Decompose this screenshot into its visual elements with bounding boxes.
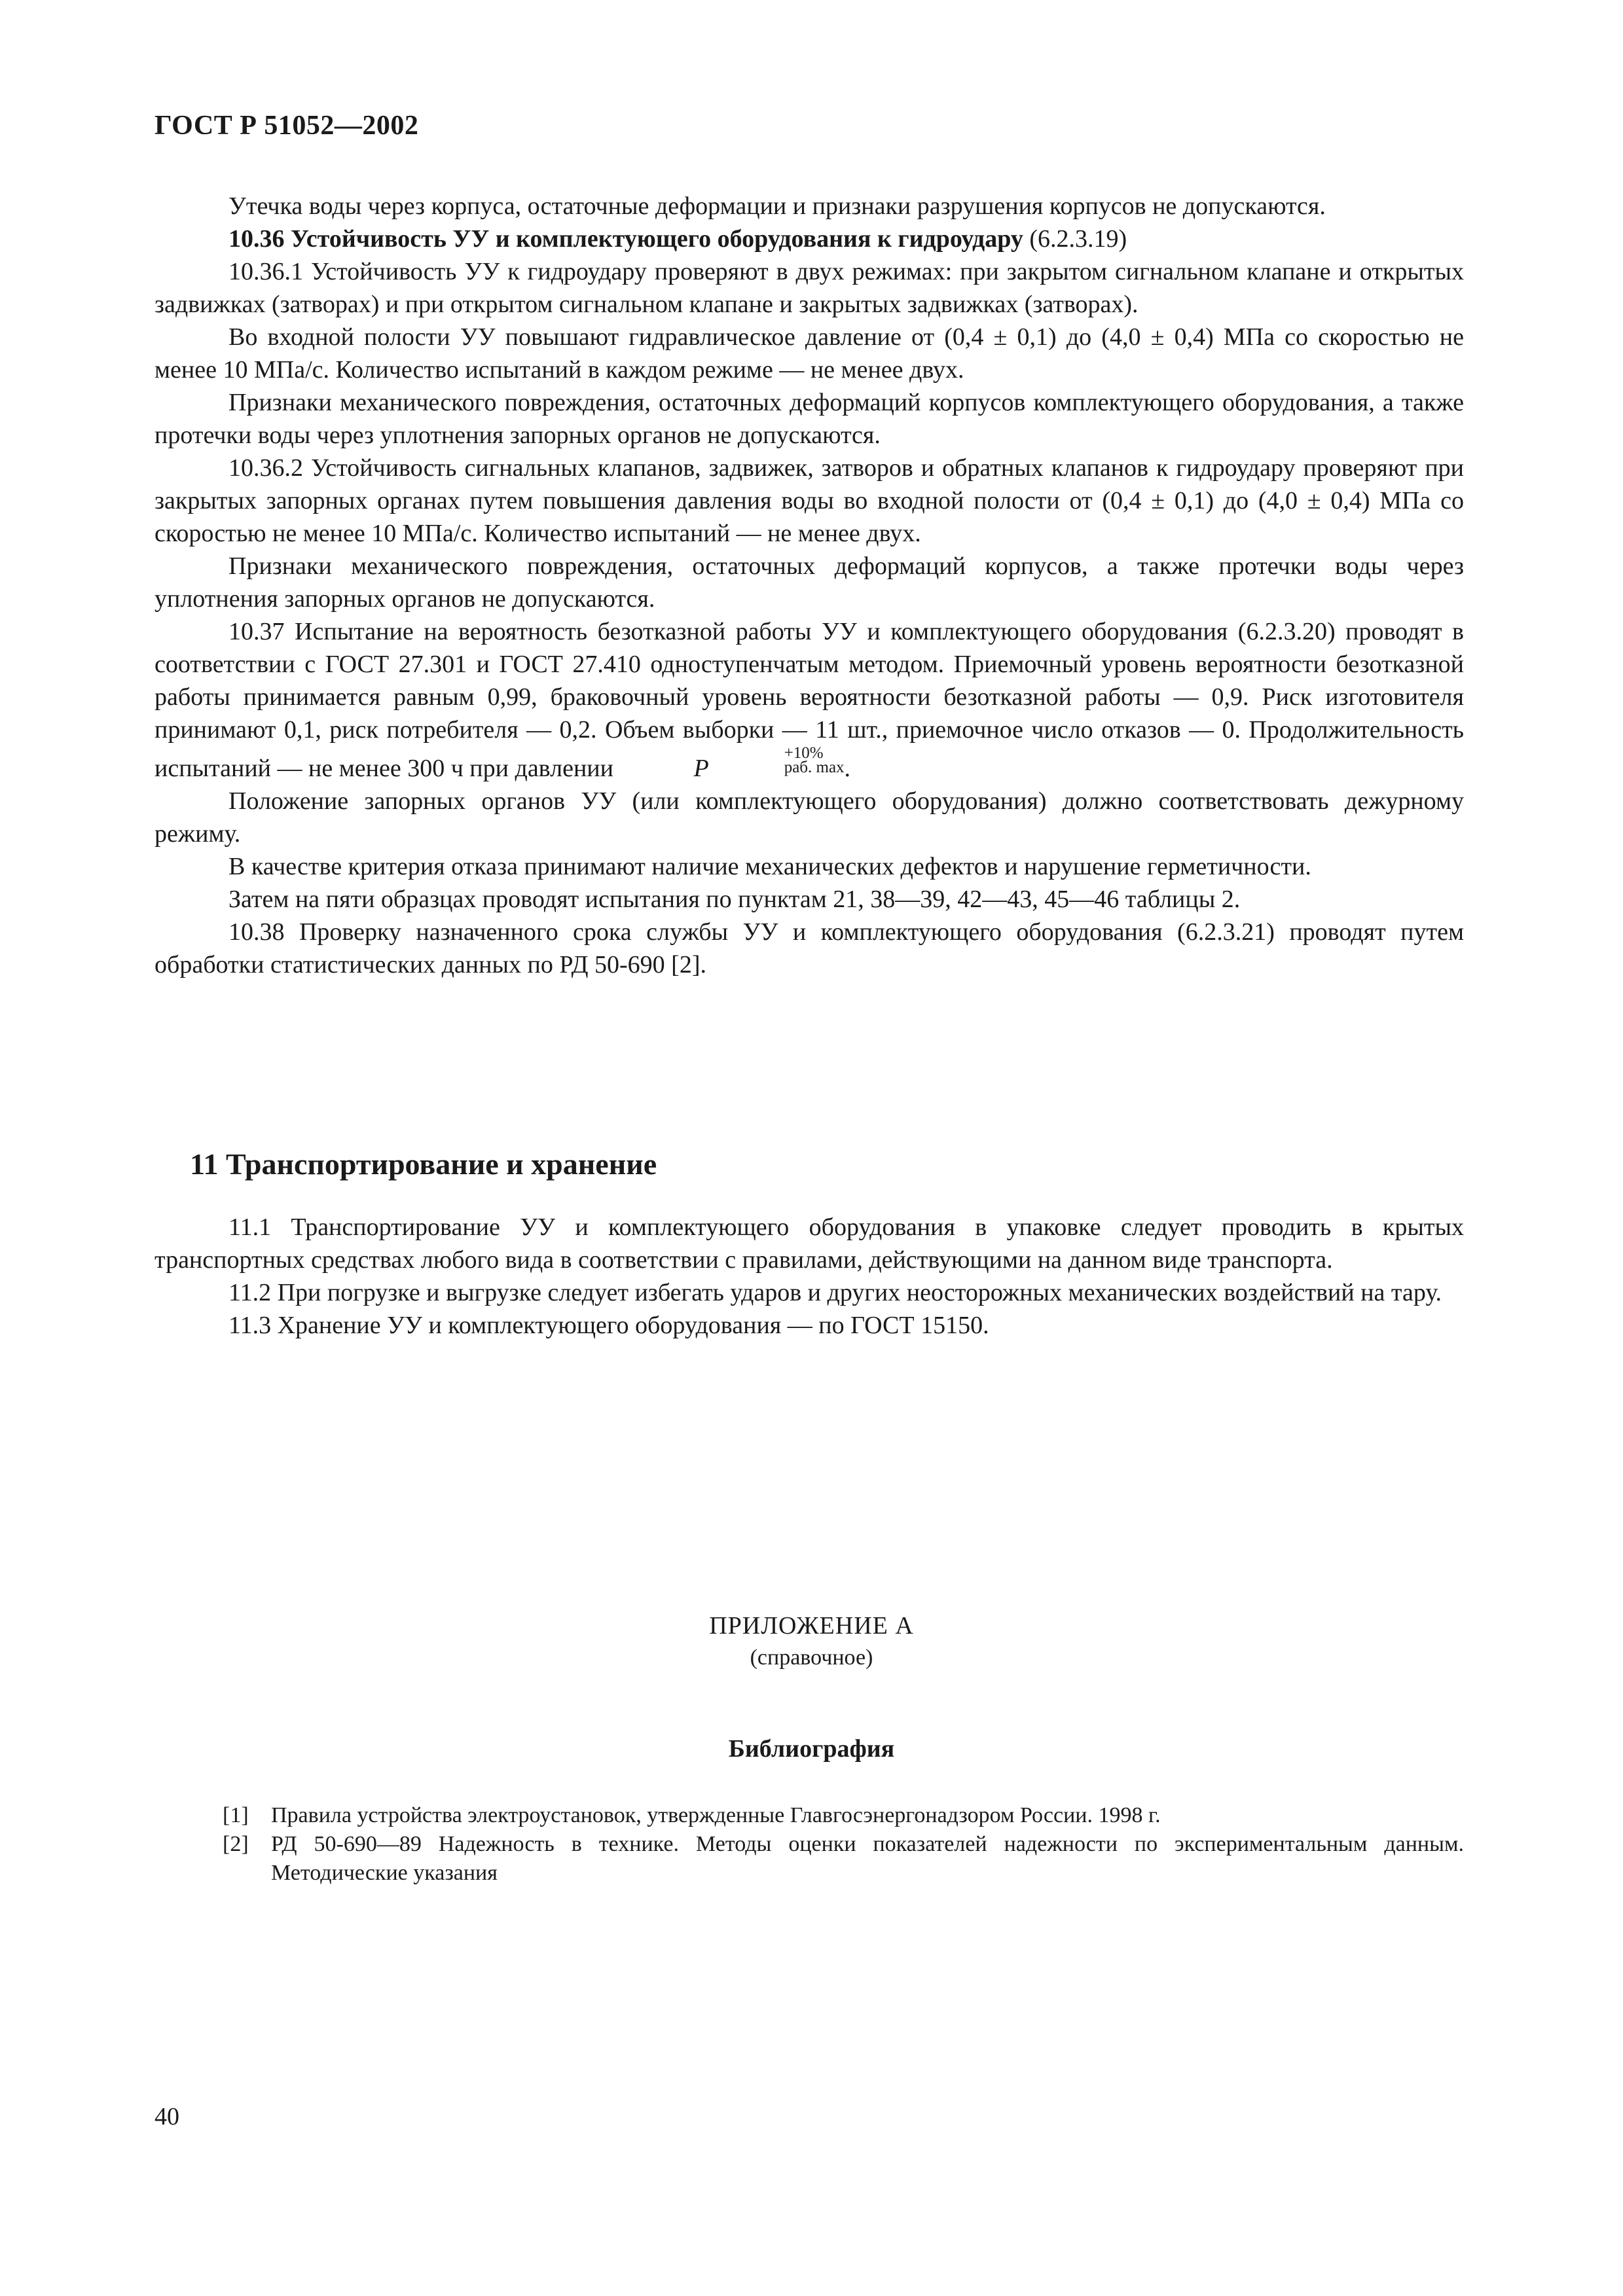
appendix-subtitle: (справочное) <box>750 1645 873 1670</box>
paragraph-text: 10.37 Испытание на вероятность безотказной работы УУ и комплектующего оборудования (6.2.3.20) проводят в соответствии с ГОСТ 27.301 и ГОСТ 27.410 одноступенчатым методом. Приемочный уровень вероятности безотказной работы принимается равным 0,99, браковочный уровень вероятности безотказной работы — 0,9. Риск изготовителя принимают 0,1, риск потребителя — 0,2. Объем выборки — 11 шт., приемочное число отказов — 0. Продолжительность испытаний — не менее 300 ч при давлении <box>155 618 1464 782</box>
paragraph-10-37 <box>155 615 1464 785</box>
section-10-text <box>155 190 1464 981</box>
paragraph: 11.2 При погрузке и выгрузке следует избегать ударов и других неосторожных механических воздействий на тару. <box>228 1279 1442 1306</box>
bibliography-item-number: [1] <box>223 1803 249 1827</box>
appendix-title: ПРИЛОЖЕНИЕ А <box>709 1612 914 1640</box>
page-number: 40 <box>155 2103 179 2130</box>
paragraph: 10.38 Проверку назначенного срока службы УУ и комплектующего оборудования (6.2.3.21) проводят путем обработки статистических данных по РД 50-690 [2]. <box>155 918 1464 978</box>
paragraph-end: . <box>844 755 851 782</box>
subsection-heading-10-36: 10.36 Устойчивость УУ и комплектующего оборудования к гидроудару <box>228 225 1023 253</box>
pressure-letter: P <box>693 755 709 782</box>
bibliography-list <box>223 1801 1464 1888</box>
paragraph: 10.36.2 Устойчивость сигнальных клапанов, задвижек, затворов и обратных клапанов к гидроудару проверяют при закрытых запорных органах путем повышения давления воды во входной полости от (0,4 ± 0,1) до (4,0 ± 0,4) МПа со скоростью не менее 10 МПа/с. Количество испытаний — не менее двух. <box>155 454 1464 547</box>
paragraph-10-36 <box>155 223 1464 255</box>
paragraph: Во входной полости УУ повышают гидравлическое давление от (0,4 ± 0,1) до (4,0 ± 0,4) МПа со скоростью не менее 10 МПа/с. Количество испытаний в каждом режиме — не менее двух. <box>155 323 1464 384</box>
paragraph: 11.1 Транспортирование УУ и комплектующего оборудования в упаковке следует проводить в крытых транспортных средствах любого вида в соответствии с правилами, действующими на данном виде транспорта. <box>155 1213 1464 1274</box>
pressure-indices <box>710 746 845 775</box>
pressure-symbol <box>619 746 844 785</box>
subsection-ref: (6.2.3.19) <box>1023 225 1127 253</box>
paragraph: Признаки механического повреждения, остаточных деформаций корпусов комплектующего оборудования, а также протечки воды через уплотнения запорных органов не допускаются. <box>155 389 1464 449</box>
paragraph: Положение запорных органов УУ (или комплектующего оборудования) должно соответствовать дежурному режиму. <box>155 787 1464 848</box>
section-11-title: 11 Транспортирование и хранение <box>190 1147 657 1181</box>
bibliography-title: Библиография <box>728 1735 895 1763</box>
paragraph: Признаки механического повреждения, остаточных деформаций корпусов, а также протечки воды через уплотнения запорных органов не допускаются. <box>155 552 1464 613</box>
pressure-subscript: раб. max <box>784 759 845 776</box>
paragraph: Затем на пяти образцах проводят испытания по пунктам 21, 38—39, 42—43, 45—46 таблицы 2. <box>228 886 1241 913</box>
section-11-text <box>155 1211 1464 1342</box>
bibliography-item-number: [2] <box>223 1832 249 1856</box>
bibliography-item <box>223 1830 1464 1888</box>
bibliography-item <box>223 1801 1464 1830</box>
paragraph: В качестве критерия отказа принимают наличие механических дефектов и нарушение герметичности. <box>228 853 1311 880</box>
paragraph: 10.36.1 Устойчивость УУ к гидроудару проверяют в двух режимах: при закрытом сигнальном клапане и открытых задвижках (затворах) и при открытом сигнальном клапане и закрытых задвижках (затворах). <box>155 258 1464 318</box>
bibliography-item-text: РД 50-690—89 Надежность в технике. Методы оценки показателей надежности по экспериментальным данным. Методические указания <box>271 1832 1464 1885</box>
bibliography-item-text: Правила устройства электроустановок, утвержденные Главгосэнергонадзором России. 1998 г. <box>271 1803 1161 1827</box>
paragraph: Утечка воды через корпуса, остаточные деформации и признаки разрушения корпусов не допускаются. <box>228 192 1326 220</box>
document-header: ГОСТ Р 51052—2002 <box>155 111 419 141</box>
pressure-superscript: +10% <box>784 744 824 762</box>
paragraph: 11.3 Хранение УУ и комплектующего оборудования — по ГОСТ 15150. <box>228 1312 989 1339</box>
